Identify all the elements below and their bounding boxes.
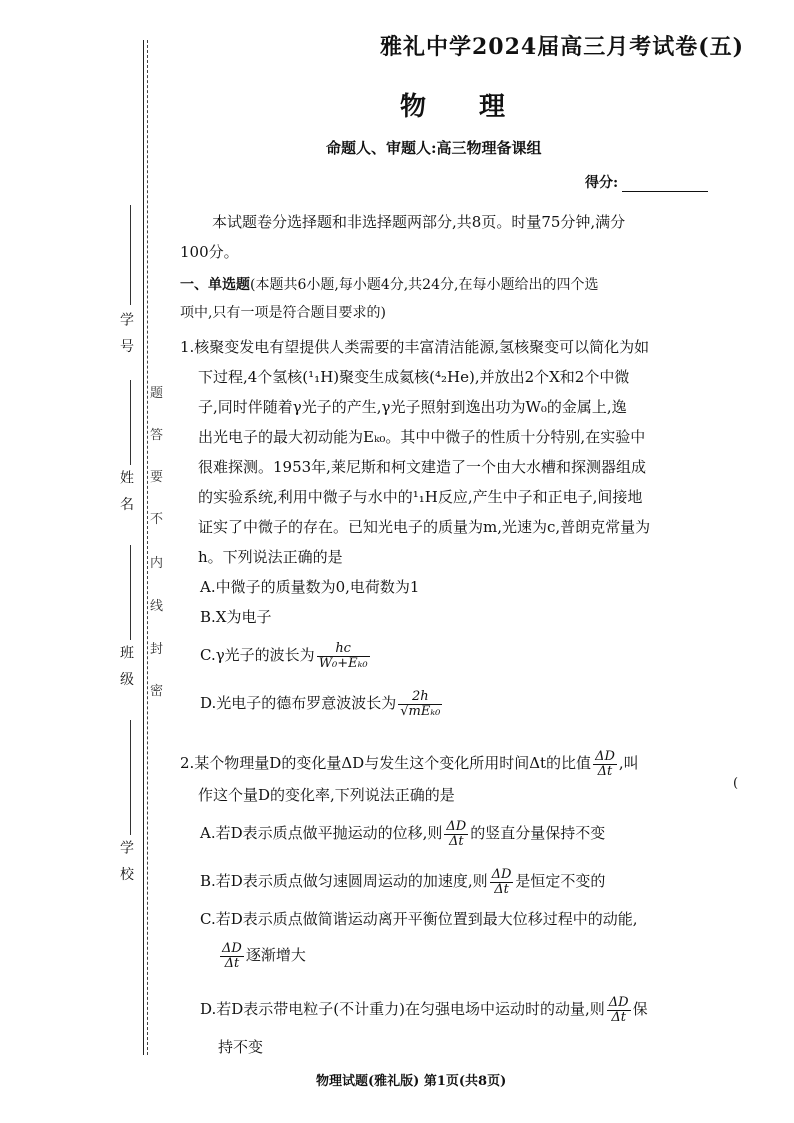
q1-option-b: B.X为电子 (200, 608, 272, 626)
section-header (180, 270, 598, 300)
authors-line: 命题人、审题人:高三物理备课组 (326, 139, 542, 157)
section-desc-2: 项中,只有一项是符合题目要求的) (180, 305, 386, 321)
q1-line: 证实了中微子的存在。已知光电子的质量为m,光速为c,普朗克常量为 (198, 518, 651, 536)
fraction-numerator: ΔD (608, 994, 629, 1010)
q1-option-d-text: D.光电子的德布罗意波波长为 (200, 694, 397, 712)
rate-fraction (593, 750, 617, 779)
id-underline (130, 205, 131, 305)
fraction-denominator: √mEₖ₀ (400, 703, 441, 719)
q2-option-d (200, 994, 648, 1025)
q1-option-d-fraction (398, 690, 442, 719)
q2-option-d-text: D.若D表示带电粒子(不计重力)在匀强电场中运动时的动量,则 (200, 1000, 605, 1018)
fraction-denominator: Δt (449, 833, 464, 849)
q2-option-c-line-2 (218, 940, 306, 971)
q2-option-a-text: A.若D表示质点做平抛运动的位移,则 (200, 824, 443, 842)
q2-option-b-text: B.若D表示质点做匀速圆周运动的加速度,则 (200, 872, 488, 890)
seal-char: 封 (150, 642, 164, 657)
q2-stem-suffix: ,叫 (618, 754, 639, 772)
seal-char: 不 (150, 512, 164, 527)
fraction-denominator: Δt (611, 1009, 626, 1025)
fraction-denominator: Δt (224, 955, 240, 971)
q2-option-d-suffix: 保 (632, 1000, 648, 1018)
section-desc: (本题共6小题,每小题4分,共24分,在每小题给出的四个选 (250, 277, 599, 293)
q2-option-d-line-2: 持不变 (218, 1038, 264, 1056)
intro-line-1: 本试题卷分选择题和非选择题两部分,共8页。时量75分钟,满分 (212, 213, 626, 231)
q1-line: 子,同时伴随着γ光子的产生,γ光子照射到逸出功为W₀的金属上,逸 (198, 398, 627, 416)
fraction-numerator: ΔD (491, 866, 512, 882)
school-underline (130, 720, 131, 835)
q2-stem-text: 2.某个物理量D的变化量ΔD与发生这个变化所用时间Δt的比值 (180, 754, 592, 772)
id-field-label: 学 号 (118, 312, 134, 357)
name-underline (130, 380, 131, 465)
q2-option-a (200, 818, 605, 849)
score-field[interactable] (585, 172, 708, 192)
seal-char: 线 (150, 599, 164, 614)
rate-fraction (444, 820, 468, 849)
section-title: 一、单选题 (180, 277, 250, 293)
fraction-denominator: Δt (494, 881, 509, 897)
q1-line: 下过程,4个氢核(¹₁H)聚变生成氦核(⁴₂He),并放出2个X和2个中微 (198, 368, 630, 386)
fraction-numerator: ΔD (595, 748, 615, 764)
q2-option-c: C.若D表示质点做简谐运动离开平衡位置到最大位移过程中的动能, (200, 910, 638, 928)
rate-fraction (607, 996, 631, 1025)
q1-option-c-fraction (317, 642, 370, 671)
fraction-numerator: hc (317, 642, 370, 657)
q1-line: 的实验系统,利用中微子与水中的¹₁H反应,产生中子和正电子,间接地 (198, 488, 643, 506)
exam-title: 雅礼中学2024届高三月考试卷(五) (380, 34, 745, 60)
rate-fraction (490, 868, 514, 897)
q2-option-b (200, 866, 605, 897)
seal-char: 要 (150, 470, 164, 485)
class-underline (130, 545, 131, 640)
q2-stem-line-1 (180, 748, 639, 779)
rate-fraction (220, 942, 244, 971)
seal-char: 密 (150, 684, 164, 699)
q1-line: 1.核聚变发电有望提供人类需要的丰富清洁能源,氢核聚变可以简化为如 (180, 338, 650, 356)
q2-option-c-suffix: 逐渐增大 (245, 946, 306, 964)
q1-option-c-text: C.γ光子的波长为 (200, 646, 315, 664)
q1-option-d (200, 688, 444, 719)
q1-line: 很难探测。1953年,莱尼斯和柯文建造了一个由大水槽和探测器组成 (198, 458, 646, 476)
stray-mark: ( (733, 776, 739, 791)
class-field-label: 班 级 (118, 645, 134, 690)
q2-option-a-suffix: 的竖直分量保持不变 (470, 824, 606, 842)
q1-option-c (200, 640, 372, 671)
q2-stem-line-2: 作这个量D的变化率,下列说法正确的是 (198, 786, 455, 804)
fraction-numerator: 2h (398, 690, 442, 705)
seal-char: 内 (150, 556, 164, 571)
name-field-label: 姓 名 (118, 470, 134, 515)
seal-char: 答 (150, 428, 164, 443)
fraction-denominator: Δt (597, 763, 613, 779)
score-blank[interactable] (622, 191, 708, 192)
q2-option-b-suffix: 是恒定不变的 (515, 872, 606, 890)
q1-line: 出光电子的最大初动能为Eₖ₀。其中中微子的性质十分特别,在实验中 (198, 428, 646, 446)
margin-line (143, 40, 144, 1055)
fraction-numerator: ΔD (222, 940, 242, 956)
intro-line-2: 100分。 (180, 243, 239, 261)
q1-option-a: A.中微子的质量数为0,电荷数为1 (200, 578, 420, 596)
school-field-label: 学 校 (118, 840, 134, 885)
fraction-numerator: ΔD (446, 818, 467, 834)
fraction-denominator: W₀+Eₖ₀ (318, 655, 368, 671)
seal-char: 题 (150, 386, 164, 401)
page-footer: 物理试题(雅礼版) 第1页(共8页) (316, 1074, 507, 1089)
subject-title: 物 理 (400, 92, 528, 122)
margin-dashed-line (147, 40, 148, 1055)
score-label: 得分: (585, 175, 619, 191)
q1-line: h。下列说法正确的是 (198, 548, 343, 566)
